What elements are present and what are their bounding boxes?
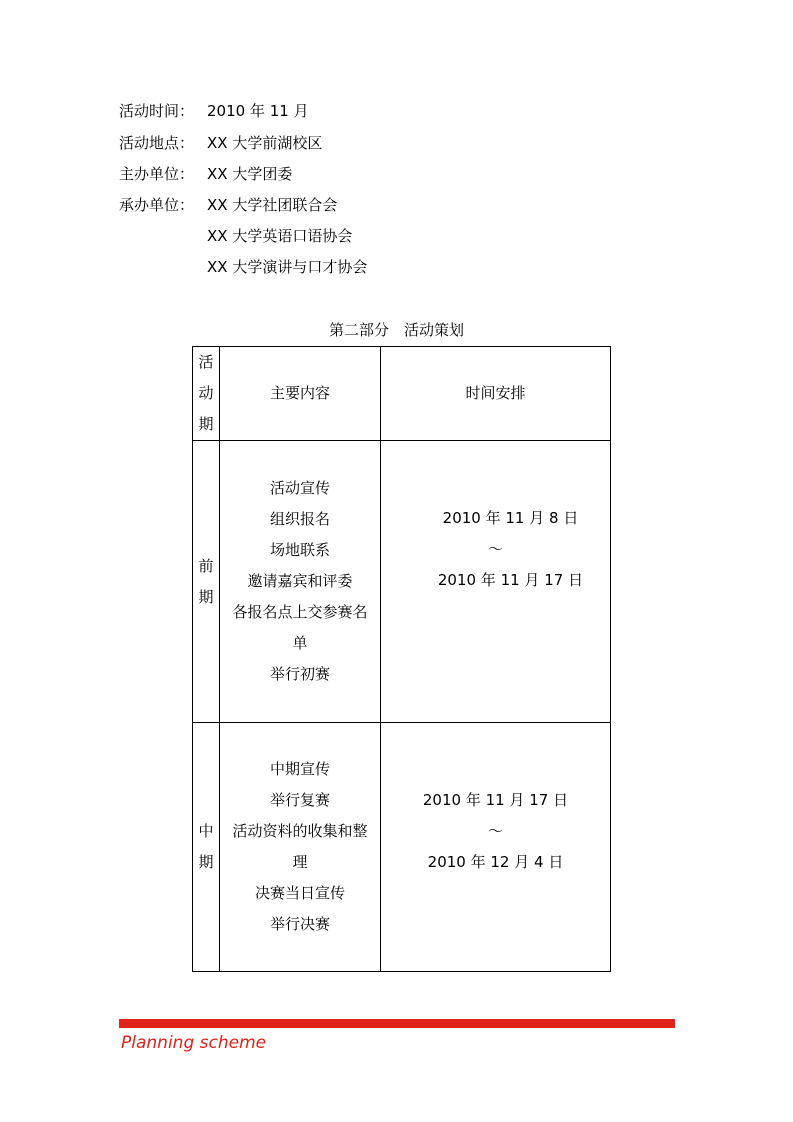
content-cell-middle [220,723,381,972]
header-content: 主要内容 [269,384,330,402]
info-time-value: 2010 年 11 月 [207,102,309,120]
content-item: 活动宣传 [269,479,330,497]
content-list-middle [220,754,380,940]
table-row [193,441,611,723]
header-time-cell [381,347,611,441]
header-period-cell [193,347,220,441]
content-item: 举行复赛 [269,791,330,809]
info-organizer-1: XX 大学社团联合会 [207,196,338,214]
period-cell-early [193,441,220,723]
footer-text: Planning scheme [121,1033,267,1053]
content-item: 组织报名 [269,510,330,528]
time-cell-early [381,441,611,723]
info-host-label: 主办单位： [119,165,195,183]
header-time: 时间安排 [465,384,526,402]
content-item: 举行决赛 [269,915,330,933]
header-content-cell [220,347,381,441]
table-row [193,723,611,972]
time-start: 2010 年 11 月 17 日 [422,791,569,809]
section-title: 第二部分 活动策划 [328,321,464,339]
content-cell-early [220,441,381,723]
time-list-early [381,503,610,596]
info-organizer-2: XX 大学英语口语协会 [207,227,353,245]
time-list-middle [381,785,610,878]
period-middle: 中期 [198,822,214,871]
info-place-value: XX 大学前湖校区 [207,134,323,152]
table-header-row [193,347,611,441]
info-place-label: 活动地点： [119,134,195,152]
info-organizer-label: 承办单位： [119,196,195,214]
content-item: 举行初赛 [269,665,330,683]
time-separator: ～ [487,540,503,558]
time-end: 2010 年 11 月 17 日 [437,571,584,589]
footer-divider-bar [119,1019,675,1028]
header-period: 活动期 [198,353,214,433]
content-item: 各报名点上交参赛名单 [232,603,368,652]
info-time-label: 活动时间： [119,102,195,120]
content-list-early [220,473,380,690]
period-early: 前期 [198,556,214,606]
period-cell-middle [193,723,220,972]
info-host-value: XX 大学团委 [207,165,293,183]
time-separator: ～ [487,822,503,840]
content-item: 决赛当日宣传 [254,884,345,902]
activity-plan-table [192,346,611,972]
content-item: 中期宣传 [269,760,330,778]
content-item: 活动资料的收集和整理 [232,822,368,871]
time-start: 2010 年 11 月 8 日 [442,509,579,527]
content-item: 场地联系 [269,541,330,559]
content-item: 邀请嘉宾和评委 [247,572,353,590]
info-organizer-3: XX 大学演讲与口才协会 [207,258,368,276]
time-cell-middle [381,723,611,972]
time-end: 2010 年 12 月 4 日 [427,853,564,871]
